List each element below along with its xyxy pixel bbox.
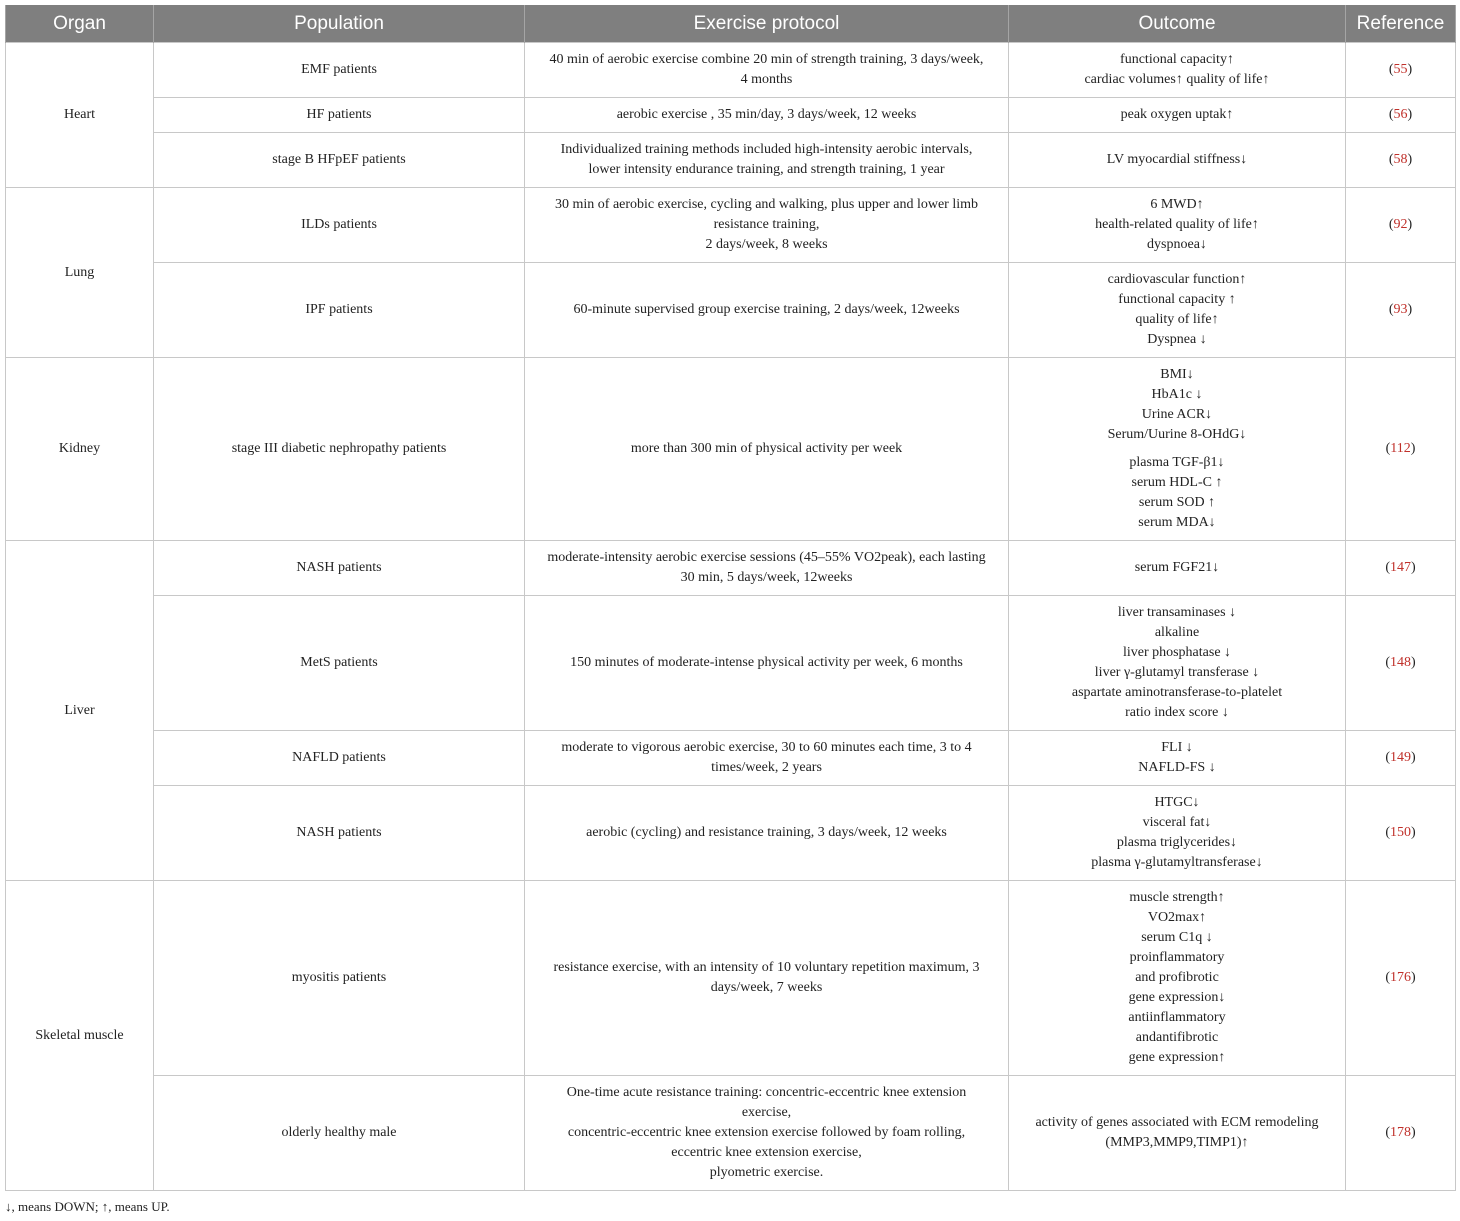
- outcome-line: LV myocardial stiffness↓: [1106, 152, 1248, 167]
- reference-link[interactable]: 93: [1393, 302, 1408, 317]
- reference-link[interactable]: 176: [1390, 970, 1411, 985]
- protocol-cell: [525, 541, 1009, 596]
- table-row: [6, 731, 1456, 786]
- protocol-line: 2 days/week, 8 weeks: [705, 237, 828, 252]
- reference-cell: [1346, 133, 1456, 188]
- outcome-line: plasma TGF-β1↓: [1129, 455, 1225, 470]
- protocol-line: plyometric exercise.: [709, 1165, 824, 1180]
- header-outcome: Outcome: [1009, 5, 1346, 43]
- header-reference: Reference: [1346, 5, 1456, 43]
- protocol-line: moderate to vigorous aerobic exercise, 30 to 60 minutes each time, 3 to 4: [561, 740, 972, 755]
- outcome-cell: [1009, 263, 1346, 358]
- protocol-cell: [525, 98, 1009, 133]
- reference-paren: (: [1385, 970, 1390, 985]
- reference-cell: [1346, 596, 1456, 731]
- protocol-line: 150 minutes of moderate-intense physical activity per week, 6 months: [570, 655, 963, 670]
- outcome-line: Dyspnea ↓: [1147, 332, 1207, 347]
- table-row: [6, 188, 1456, 263]
- reference-paren: (: [1388, 217, 1394, 232]
- outcome-line: activity of genes associated with ECM remodeling: [1035, 1115, 1319, 1130]
- outcome-line: HTGC↓: [1154, 795, 1200, 810]
- table-row: [6, 98, 1456, 133]
- protocol-line: 40 min of aerobic exercise combine 20 min of strength training, 3 days/week,: [549, 52, 984, 67]
- table-container: [5, 5, 1455, 1191]
- table-footnote: ↓, means DOWN; ↑, means UP.: [5, 1199, 170, 1214]
- outcome-line: cardiovascular function↑: [1107, 272, 1247, 287]
- protocol-cell: [525, 43, 1009, 98]
- protocol-cell: [525, 881, 1009, 1076]
- outcome-line: serum C1q ↓: [1141, 930, 1213, 945]
- outcome-line: cardiac volumes↑ quality of life↑: [1084, 72, 1270, 87]
- outcome-cell: [1009, 731, 1346, 786]
- outcome-line: plasma γ-glutamyltransferase↓: [1091, 855, 1263, 870]
- reference-cell: [1346, 188, 1456, 263]
- outcome-line: health-related quality of life↑: [1095, 217, 1259, 232]
- outcome-line: plasma triglycerides↓: [1116, 835, 1238, 850]
- outcome-line: serum HDL-C ↑: [1131, 475, 1223, 490]
- outcome-line: liver phosphatase ↓: [1122, 645, 1232, 660]
- organ-cell: Lung: [6, 188, 154, 358]
- reference-link[interactable]: 148: [1390, 655, 1411, 670]
- reference-link[interactable]: 150: [1390, 825, 1411, 840]
- protocol-cell: [525, 596, 1009, 731]
- outcome-line: Serum/Uurine 8-OHdG↓: [1107, 427, 1247, 442]
- reference-link[interactable]: 92: [1393, 217, 1408, 232]
- population-cell: NASH patients: [154, 541, 525, 596]
- reference-cell: [1346, 881, 1456, 1076]
- protocol-line: One-time acute resistance training: concentric-eccentric knee extension: [566, 1085, 967, 1100]
- reference-paren: (: [1388, 107, 1394, 122]
- outcome-line: FLI ↓: [1161, 740, 1193, 755]
- outcome-cell: [1009, 98, 1346, 133]
- header-population: Population: [154, 5, 525, 43]
- reference-link[interactable]: 112: [1390, 441, 1411, 456]
- header-row: [6, 5, 1456, 43]
- outcome-line: BMI↓: [1160, 367, 1194, 382]
- outcome-line: andantifibrotic: [1135, 1030, 1219, 1045]
- table-row: [6, 541, 1456, 596]
- protocol-line: moderate-intensity aerobic exercise sessions (45–55% VO2peak), each lasting: [547, 550, 986, 565]
- protocol-line: more than 300 min of physical activity per week: [630, 441, 903, 456]
- reference-cell: [1346, 358, 1456, 541]
- population-cell: myositis patients: [154, 881, 525, 1076]
- outcome-line: VO2max↑: [1147, 910, 1207, 925]
- outcome-line: dyspnoea↓: [1147, 237, 1207, 252]
- table-body: [6, 43, 1456, 1191]
- reference-cell: [1346, 541, 1456, 596]
- reference-paren: ): [1407, 152, 1413, 167]
- protocol-line: 4 months: [740, 72, 793, 87]
- protocol-cell: [525, 731, 1009, 786]
- reference-cell: [1346, 731, 1456, 786]
- protocol-line: eccentric knee extension exercise,: [671, 1145, 862, 1160]
- reference-link[interactable]: 56: [1393, 107, 1408, 122]
- outcome-cell: [1009, 786, 1346, 881]
- table-row: [6, 263, 1456, 358]
- reference-cell: [1346, 98, 1456, 133]
- table-row: [6, 358, 1456, 541]
- reference-paren: ): [1407, 62, 1413, 77]
- outcome-line: 6 MWD↑: [1150, 197, 1204, 212]
- population-cell: IPF patients: [154, 263, 525, 358]
- outcome-cell: [1009, 881, 1346, 1076]
- reference-link[interactable]: 55: [1393, 62, 1408, 77]
- outcome-line: ratio index score ↓: [1125, 705, 1229, 720]
- outcome-line: gene expression↓: [1128, 990, 1226, 1005]
- table-row: [6, 133, 1456, 188]
- protocol-line: exercise,: [741, 1105, 792, 1120]
- table-row: [6, 43, 1456, 98]
- line-gap: [1017, 445, 1337, 453]
- outcome-cell: [1009, 188, 1346, 263]
- table-row: [6, 786, 1456, 881]
- outcome-line: serum FGF21↓: [1134, 560, 1220, 575]
- outcome-line: antiinflammatory: [1128, 1010, 1226, 1025]
- reference-cell: [1346, 1076, 1456, 1191]
- protocol-line: resistance exercise, with an intensity of 10 voluntary repetition maximum, 3: [553, 960, 980, 975]
- organ-cell: Skeletal muscle: [6, 881, 154, 1191]
- table-row: [6, 596, 1456, 731]
- protocol-line: aerobic exercise , 35 min/day, 3 days/week, 12 weeks: [616, 107, 917, 122]
- outcome-line: liver γ-glutamyl transferase ↓: [1094, 665, 1260, 680]
- population-cell: HF patients: [154, 98, 525, 133]
- protocol-cell: [525, 358, 1009, 541]
- outcome-line: and profibrotic: [1135, 970, 1219, 985]
- organ-cell: Liver: [6, 541, 154, 881]
- protocol-cell: [525, 133, 1009, 188]
- outcome-line: alkaline: [1154, 625, 1200, 640]
- outcome-line: functional capacity↑: [1120, 52, 1234, 67]
- protocol-line: 30 min, 5 days/week, 12weeks: [680, 570, 853, 585]
- reference-link[interactable]: 147: [1390, 560, 1411, 575]
- header-organ: Organ: [6, 5, 154, 43]
- protocol-cell: [525, 786, 1009, 881]
- protocol-line: concentric-eccentric knee extension exercise followed by foam rolling,: [567, 1125, 966, 1140]
- reference-paren: (: [1385, 825, 1390, 840]
- header-exercise-protocol: Exercise protocol: [525, 5, 1009, 43]
- reference-paren: (: [1385, 560, 1390, 575]
- reference-paren: ): [1407, 217, 1413, 232]
- table-row: [6, 1076, 1456, 1191]
- outcome-line: serum SOD ↑: [1138, 495, 1216, 510]
- outcome-cell: [1009, 133, 1346, 188]
- organ-cell: Heart: [6, 43, 154, 188]
- population-cell: MetS patients: [154, 596, 525, 731]
- reference-paren: ): [1411, 1125, 1416, 1140]
- outcome-line: aspartate aminotransferase-to-platelet: [1071, 685, 1283, 700]
- population-cell: stage III diabetic nephropathy patients: [154, 358, 525, 541]
- outcome-cell: [1009, 596, 1346, 731]
- outcome-line: functional capacity ↑: [1118, 292, 1236, 307]
- population-cell: ILDs patients: [154, 188, 525, 263]
- protocol-line: lower intensity endurance training, and strength training, 1 year: [588, 162, 945, 177]
- protocol-line: times/week, 2 years: [711, 760, 822, 775]
- protocol-line: Individualized training methods included high-intensity aerobic intervals,: [560, 142, 973, 157]
- outcome-line: HbA1c ↓: [1151, 387, 1203, 402]
- reference-cell: [1346, 786, 1456, 881]
- protocol-cell: [525, 1076, 1009, 1191]
- outcome-line: proinflammatory: [1129, 950, 1225, 965]
- outcome-cell: [1009, 1076, 1346, 1191]
- reference-link[interactable]: 58: [1393, 152, 1408, 167]
- protocol-line: 60-minute supervised group exercise training, 2 days/week, 12weeks: [573, 302, 960, 317]
- reference-link[interactable]: 149: [1390, 750, 1411, 765]
- reference-paren: ): [1411, 655, 1416, 670]
- reference-paren: ): [1411, 970, 1416, 985]
- outcome-cell: [1009, 43, 1346, 98]
- reference-paren: ): [1411, 825, 1416, 840]
- outcome-line: NAFLD-FS ↓: [1138, 760, 1216, 775]
- protocol-line: aerobic (cycling) and resistance training, 3 days/week, 12 weeks: [586, 825, 947, 840]
- protocol-cell: [525, 188, 1009, 263]
- outcome-line: muscle strength↑: [1129, 890, 1225, 905]
- organ-cell: Kidney: [6, 358, 154, 541]
- reference-paren: (: [1385, 750, 1390, 765]
- reference-paren: ): [1407, 107, 1413, 122]
- reference-paren: (: [1388, 152, 1394, 167]
- reference-paren: (: [1388, 302, 1394, 317]
- population-cell: NAFLD patients: [154, 731, 525, 786]
- population-cell: EMF patients: [154, 43, 525, 98]
- outcome-line: serum MDA↓: [1138, 515, 1216, 530]
- reference-paren: (: [1385, 441, 1391, 456]
- reference-paren: ): [1407, 302, 1413, 317]
- outcome-line: gene expression↑: [1128, 1050, 1226, 1065]
- population-cell: stage B HFpEF patients: [154, 133, 525, 188]
- outcome-line: visceral fat↓: [1142, 815, 1212, 830]
- outcome-line: Urine ACR↓: [1141, 407, 1213, 422]
- reference-paren: ): [1411, 750, 1416, 765]
- table-row: [6, 881, 1456, 1076]
- population-cell: NASH patients: [154, 786, 525, 881]
- reference-paren: ): [1410, 441, 1416, 456]
- reference-paren: (: [1385, 1125, 1390, 1140]
- protocol-line: days/week, 7 weeks: [710, 980, 823, 995]
- reference-paren: ): [1411, 560, 1416, 575]
- reference-cell: [1346, 263, 1456, 358]
- outcome-line: peak oxygen uptak↑: [1120, 107, 1234, 122]
- outcome-cell: [1009, 358, 1346, 541]
- outcome-line: (MMP3,MMP9,TIMP1)↑: [1105, 1135, 1249, 1150]
- reference-paren: (: [1385, 655, 1390, 670]
- protocol-cell: [525, 263, 1009, 358]
- outcome-line: liver transaminases ↓: [1117, 605, 1237, 620]
- outcome-cell: [1009, 541, 1346, 596]
- population-cell: olderly healthy male: [154, 1076, 525, 1191]
- reference-link[interactable]: 178: [1390, 1125, 1411, 1140]
- data-table: [5, 5, 1456, 1191]
- outcome-line: quality of life↑: [1135, 312, 1219, 327]
- reference-paren: (: [1388, 62, 1394, 77]
- reference-cell: [1346, 43, 1456, 98]
- protocol-line: resistance training,: [713, 217, 820, 232]
- protocol-line: 30 min of aerobic exercise, cycling and walking, plus upper and lower limb: [555, 197, 978, 212]
